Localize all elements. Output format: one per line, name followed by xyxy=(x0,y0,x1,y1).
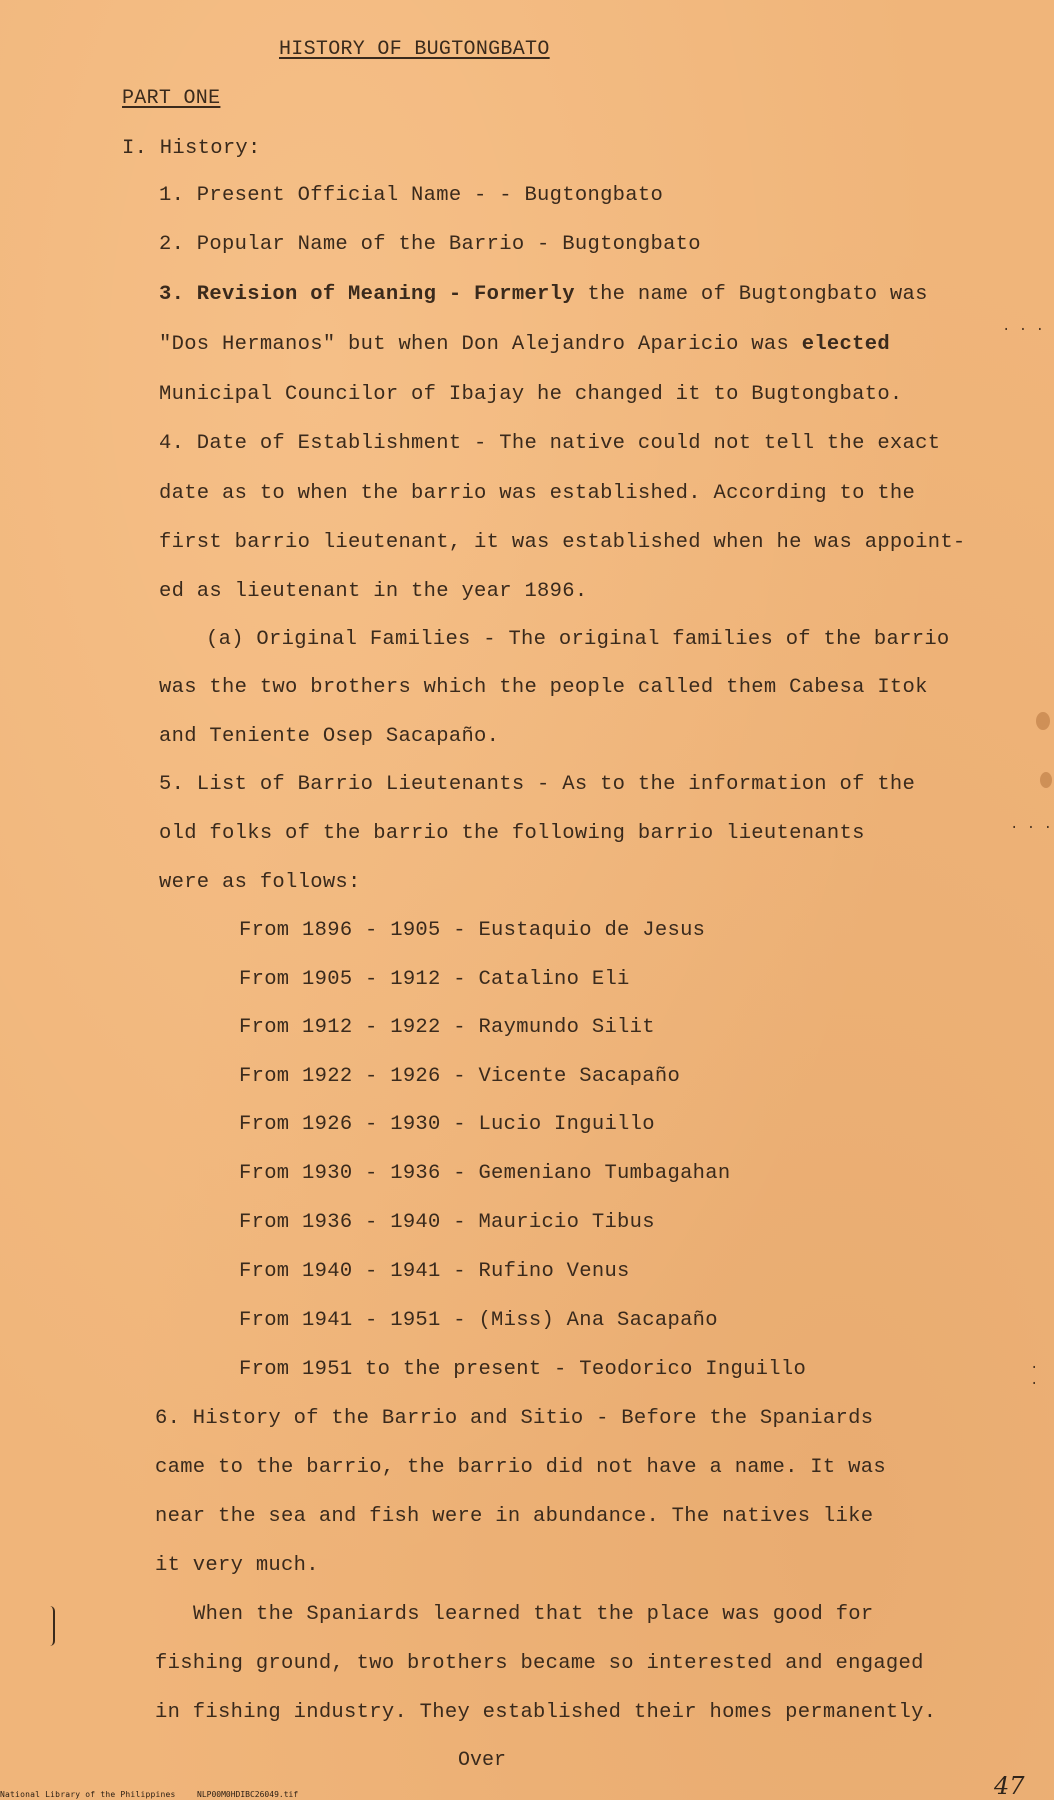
lieutenant-row: From 1940 - 1941 - Rufino Venus xyxy=(239,1260,630,1283)
lieutenant-row: From 1896 - 1905 - Eustaquio de Jesus xyxy=(239,919,706,942)
item-3-lead: 3. Revision of Meaning - Formerly xyxy=(159,283,575,306)
paragraph-line-2: fishing ground, two brothers became so interested and engaged xyxy=(155,1652,924,1675)
item-3-line-1 xyxy=(159,285,928,306)
item-6-line-3: near the sea and fish were in abundance. The natives like xyxy=(155,1505,874,1528)
item-6-line-1: 6. History of the Barrio and Sitio - Before the Spaniards xyxy=(155,1407,874,1430)
part-heading: PART ONE xyxy=(122,87,221,110)
paper-stain xyxy=(1036,712,1050,730)
lieutenant-row: From 1905 - 1912 - Catalino Eli xyxy=(239,968,630,991)
item-3-line-2b: elected xyxy=(789,333,890,356)
margin-dots: · · · xyxy=(1010,820,1053,836)
item-2: 2. Popular Name of the Barrio - Bugtongbato xyxy=(159,233,701,256)
lieutenant-row: From 1926 - 1930 - Lucio Inguillo xyxy=(239,1113,655,1136)
item-5-line-2: old folks of the barrio the following barrio lieutenants xyxy=(159,822,865,845)
paper-stain xyxy=(1040,772,1052,788)
item-3-rest: the name of Bugtongbato was xyxy=(574,283,928,306)
paragraph-line-1: When the Spaniards learned that the place was good for xyxy=(193,1603,874,1626)
item-4-line-4: ed as lieutenant in the year 1896. xyxy=(159,580,588,603)
item-6-line-4: it very much. xyxy=(155,1554,319,1577)
item-3-line-3: Municipal Councilor of Ibajay he changed it to Bugtongbato. xyxy=(159,383,903,406)
item-5-line-3: were as follows: xyxy=(159,871,361,894)
item-4-line-2: date as to when the barrio was established. According to the xyxy=(159,482,916,505)
lieutenant-row: From 1951 to the present - Teodorico Inguillo xyxy=(239,1358,807,1381)
item-1: 1. Present Official Name - - Bugtongbato xyxy=(159,184,664,207)
item-4a-line-1: (a) Original Families - The original families of the barrio xyxy=(206,628,950,651)
item-5-line-1: 5. List of Barrio Lieutenants - As to the information of the xyxy=(159,773,916,796)
item-4a-line-3: and Teniente Osep Sacapaño. xyxy=(159,725,500,748)
item-6-line-2: came to the barrio, the barrio did not have a name. It was xyxy=(155,1456,886,1479)
item-4-line-3: first barrio lieutenant, it was established when he was appoint- xyxy=(159,531,966,554)
lieutenant-row: From 1912 - 1922 - Raymundo Silit xyxy=(239,1016,655,1039)
item-3-line-2 xyxy=(159,335,890,356)
footer-library: National Library of the Philippines xyxy=(0,1790,176,1799)
page-number: 47 xyxy=(994,1772,1025,1800)
lieutenant-row: From 1941 - 1951 - (Miss) Ana Sacapaño xyxy=(239,1309,718,1332)
footer-filename: NLP00M0HDIBC26049.tif xyxy=(197,1790,299,1799)
section-heading: I. History: xyxy=(122,137,261,160)
lieutenant-row: From 1930 - 1936 - Gemeniano Tumbagahan xyxy=(239,1162,731,1185)
item-3-line-2a: "Dos Hermanos" but when Don Alejandro Aparicio was xyxy=(159,333,790,356)
paragraph-line-3: in fishing industry. They established their homes permanently. xyxy=(155,1701,937,1724)
margin-dots: · · xyxy=(1030,1360,1039,1392)
margin-dots: · · · xyxy=(1002,322,1045,338)
margin-mark xyxy=(50,1606,55,1646)
item-4-line-1: 4. Date of Establishment - The native could not tell the exact xyxy=(159,432,941,455)
lieutenant-row: From 1922 - 1926 - Vicente Sacapaño xyxy=(239,1065,681,1088)
document-title: HISTORY OF BUGTONGBATO xyxy=(279,38,550,61)
lieutenant-row: From 1936 - 1940 - Mauricio Tibus xyxy=(239,1211,655,1234)
item-4a-line-2: was the two brothers which the people called them Cabesa Itok xyxy=(159,676,928,699)
over-note: Over xyxy=(458,1749,507,1772)
